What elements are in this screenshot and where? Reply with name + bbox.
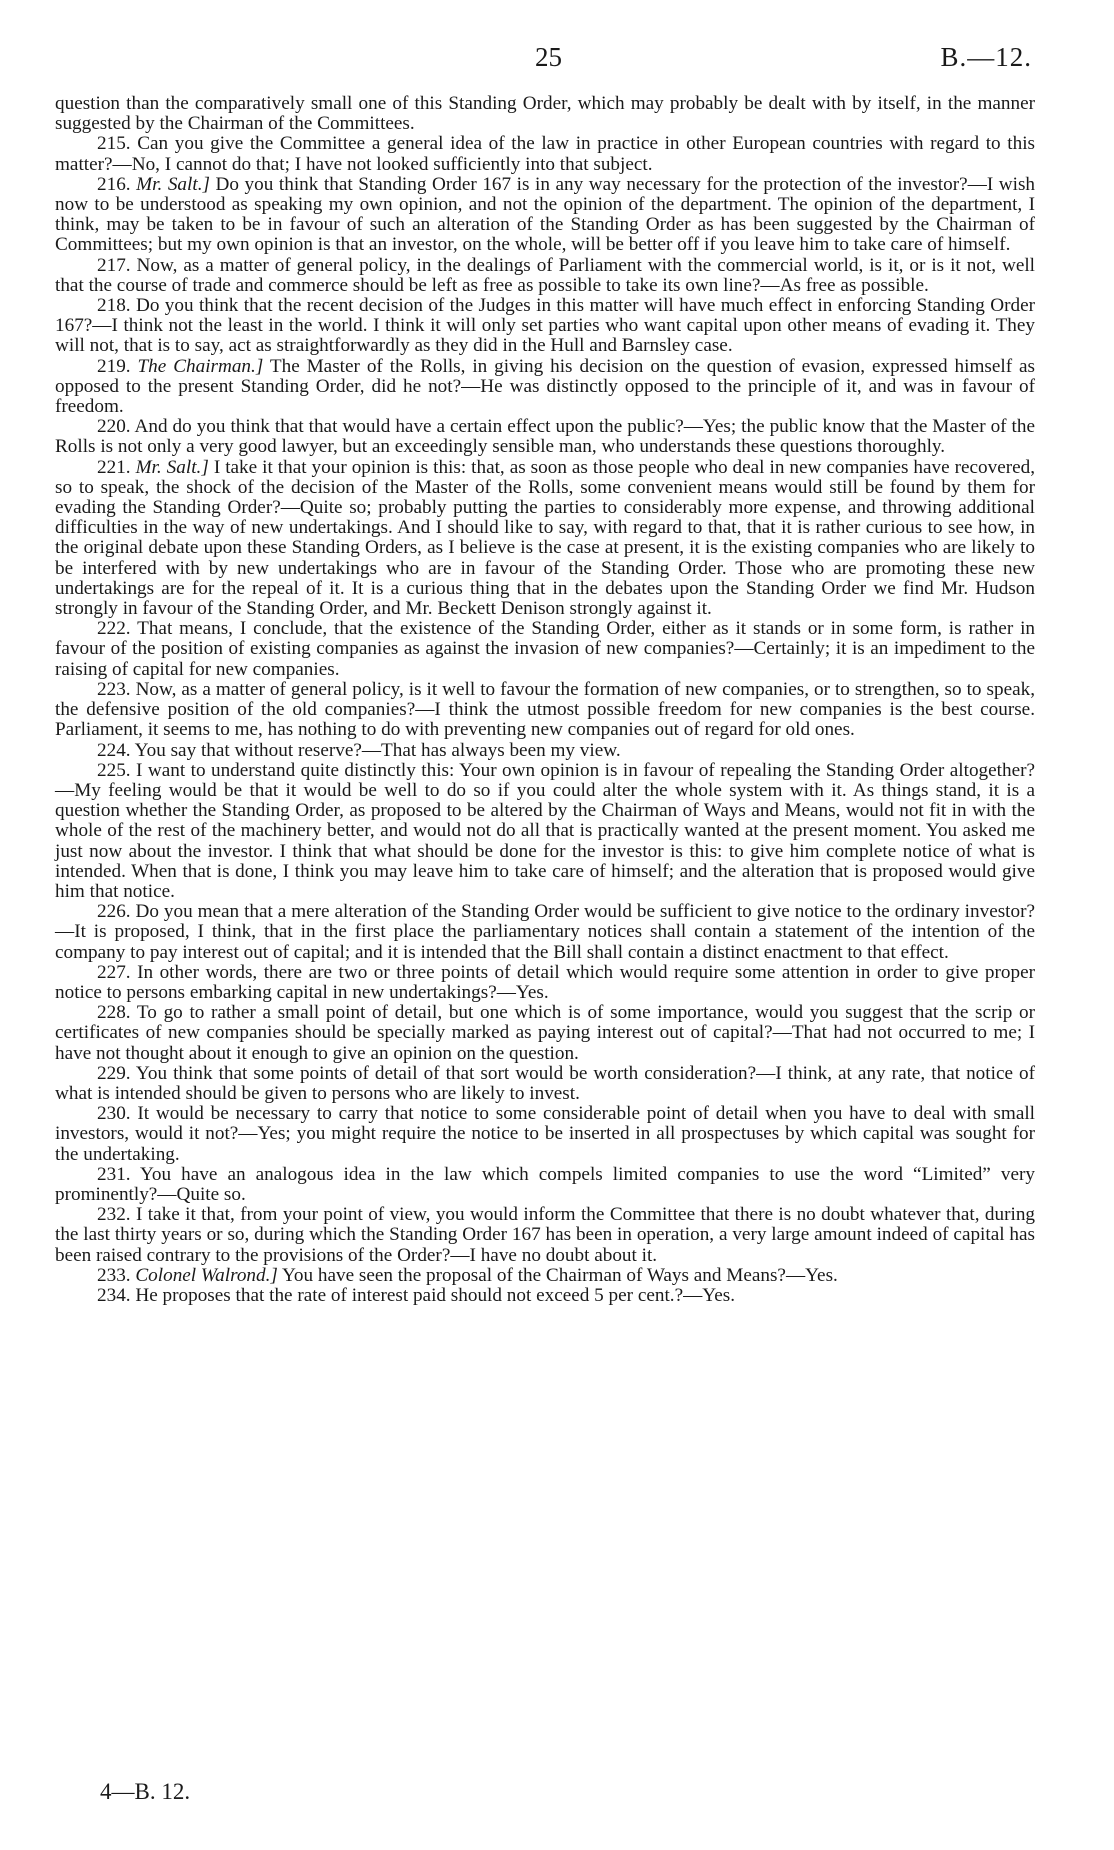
question-paragraph [55,1286,1035,1306]
question-paragraph [55,761,1035,902]
question-number: 222. [97,618,131,640]
paragraph-text: You think that some points of detail of that sort would be worth consideration?—I think, at any rate, that notice of what is intended should be given to persons who are likely to invest. [55,1062,1035,1104]
question-number: 230. [97,1103,131,1125]
question-paragraph [55,1003,1035,1064]
question-number: 229. [97,1062,131,1084]
question-number: 217. [97,254,131,276]
paragraph-text: I take it that your opinion is this: that, as soon as those people who deal in new companies have recovered, so to speak, the shock of the decision of the Master of the Rolls, some convenient means would still be found by them for evading the Standing Order?—Quite so; probably putting the parties to considerably more expense, and throwing additional difficulties in the way of new undertakings. And I should like to say, with regard to that, that it is rather curious to see how, in the original debate upon these Standing Orders, as I believe is the case at present, it is the existing companies who are likely to be interfered with by new undertakings who are in favour of the Standing Order. Those who are promoting these new undertakings are for the repeal of it. It is a curious thing that in the debates upon the Standing Order we find Mr. Hudson strongly in favour of the Standing Order, and Mr. Beckett Denison strongly against it. [55,456,1036,620]
question-paragraph [55,902,1035,963]
question-number: 221. [97,456,131,478]
question-number: 234. [97,1284,131,1306]
question-number: 232. [97,1204,131,1226]
question-paragraph [55,1205,1035,1266]
speaker-label: Mr. Salt.] [135,456,209,478]
paragraph-text: The Master of the Rolls, in giving his decision on the question of evasion, expressed himself as opposed to the present Standing Order, did he not?—He was distinctly opposed to the principle of it, and was in favour of freedom. [55,355,1035,418]
paragraph-text: To go to rather a small point of detail, but one which is of some importance, would you suggest that the scrip or certificates of new companies should be specially marked as paying interest out of capital?—That had not occurred to me; I have not thought about it enough to give an opinion on the question. [55,1002,1035,1064]
paragraph-text: And do you think that that would have a certain effect upon the public?—Yes; the public know that the Master of the Rolls is not only a very good lawyer, but an exceedingly sensible man, who understands these questions thoroughly. [55,416,1035,458]
question-number: 226. [97,901,131,923]
paragraph-text: Do you think that Standing Order 167 is in any way necessary for the protection of the investor?—I wish now to be understood as speaking my own opinion, and not the opinion of the department. The opinion of the department, I think, may be taken to be in favour of such an alteration of the Standing Order as has been suggested by the Chairman of Committees; but my own opinion is that an investor, on the whole, will be better off if you leave him to take care of himself. [55,173,1036,256]
question-number: 227. [97,961,131,983]
paragraph-text: It would be necessary to carry that notice to some considerable point of detail when you have to deal with small investors, would it not?—Yes; you might require the notice to be inserted in all prospectuses by which capital was sought for the undertaking. [55,1103,1036,1165]
question-paragraph [55,94,1035,134]
paragraph-text: You have seen the proposal of the Chairman of Ways and Means?—Yes. [281,1264,838,1286]
question-number: 219. [97,355,131,377]
document-reference: B.—12. [940,42,1032,72]
question-number: 225. [97,759,131,781]
paragraph-text: That means, I conclude, that the existence of the Standing Order, either as it stands or in some form, is rather in favour of the position of existing companies as against the invasion of new companies?—Certainly; it is an impediment to the raising of capital for new companies. [55,618,1035,680]
question-paragraph [55,134,1035,174]
paragraph-text: You say that without reserve?—That has always been my view. [134,739,621,761]
question-paragraph [55,296,1035,357]
question-paragraph [55,1266,1035,1286]
question-paragraph [55,357,1035,418]
testimony-body [55,94,1035,1306]
paragraph-text: In other words, there are two or three points of detail which would require some attention in order to give proper notice to persons embarking capital in new undertakings?—Yes. [55,961,1035,1003]
question-paragraph [55,1064,1035,1104]
page-number: 25 [535,42,562,72]
question-paragraph [55,680,1035,741]
paragraph-text: I take it that, from your point of view, you would inform the Committee that there is no doubt whatever that, during the last thirty years or so, during which the Standing Order 167 has been in operation, a very large amount indeed of capital has been raised contrary to the provisions of the Order?—I have no doubt about it. [55,1204,1036,1266]
paragraph-text: You have an analogous idea in the law which compels limited companies to use the word “Limited” very prominently?—Quite so. [55,1163,1035,1205]
question-number: 215. [97,133,131,155]
question-paragraph [55,458,1035,620]
sheet-signature: 4—B. 12. [100,1779,191,1804]
question-paragraph [55,1104,1035,1165]
question-number: 224. [97,739,131,761]
question-number: 223. [97,678,131,700]
paragraph-text: Now, as a matter of general policy, is it well to favour the formation of new companies, or to strengthen, so to speak, the defensive position of the old companies?—I think the utmost possible freedom for new companies is the best course. Parliament, it seems to me, has nothing to do with preventing new companies out of regard for old ones. [55,678,1035,741]
question-paragraph [55,741,1035,761]
question-paragraph [55,175,1035,256]
paragraph-text: Can you give the Committee a general idea of the law in practice in other European countries with regard to this matter?—No, I cannot do that; I have not looked sufficiently into that subject. [55,133,1035,175]
paragraph-text: Now, as a matter of general policy, in the dealings of Parliament with the commercial world, is it, or is it not, well that the course of trade and commerce should be left as free as possible to take its own line?—As free as possible. [55,254,1036,296]
question-paragraph [55,619,1035,680]
question-paragraph [55,256,1035,296]
paragraph-text: He proposes that the rate of interest paid should not exceed 5 per cent.?—Yes. [135,1284,735,1306]
paragraph-text: I want to understand quite distinctly this: Your own opinion is in favour of repealing the Standing Order altogether?—My feeling would be that it would be well to do so if you could alter the whole system with it. As things stand, it is a question whether the Standing Order, as proposed to be altered by the Chairman of Ways and Means, would not fit in with the whole of the rest of the machinery better, and would not do all that is practically wanted at the present moment. You asked me just now about the investor. I think that what should be done for the investor is this: to give him complete notice of what is intended. When that is done, I think you may leave him to take care of himself; and the alteration that is proposed would give him that notice. [55,759,1036,902]
question-number: 233. [97,1264,131,1286]
question-paragraph [55,417,1035,457]
question-paragraph [55,1165,1035,1205]
paragraph-text: question than the comparatively small one of this Standing Order, which may probably be dealt with by itself, in the manner suggested by the Chairman of the Committees. [55,93,1035,135]
question-number: 231. [97,1163,131,1185]
question-number: 228. [97,1002,131,1024]
page-header [0,42,1114,82]
speaker-label: The Chairman.] [137,355,264,377]
question-paragraph [55,963,1035,1003]
paragraph-text: Do you think that the recent decision of the Judges in this matter will have much effect in enforcing Standing Order 167?—I think not the least in the world. I think it will only set parties who want capital upon other means of evading it. They will not, that is to say, act as straightforwardly as they did in the Hull and Barnsley case. [55,295,1036,357]
paragraph-text: Do you mean that a mere alteration of the Standing Order would be sufficient to give notice to the ordinary investor?—It is proposed, I think, that in the first place the parliamentary notices shall contain a statement of the intention of the company to pay interest out of capital; and it is intended that the Bill shall contain a distinct enactment to that effect. [55,901,1036,963]
speaker-label: Colonel Walrond.] [135,1264,278,1286]
question-number: 218. [97,295,131,317]
speaker-label: Mr. Salt.] [136,173,210,195]
question-number: 216. [97,173,131,195]
question-number: 220. [97,416,131,438]
